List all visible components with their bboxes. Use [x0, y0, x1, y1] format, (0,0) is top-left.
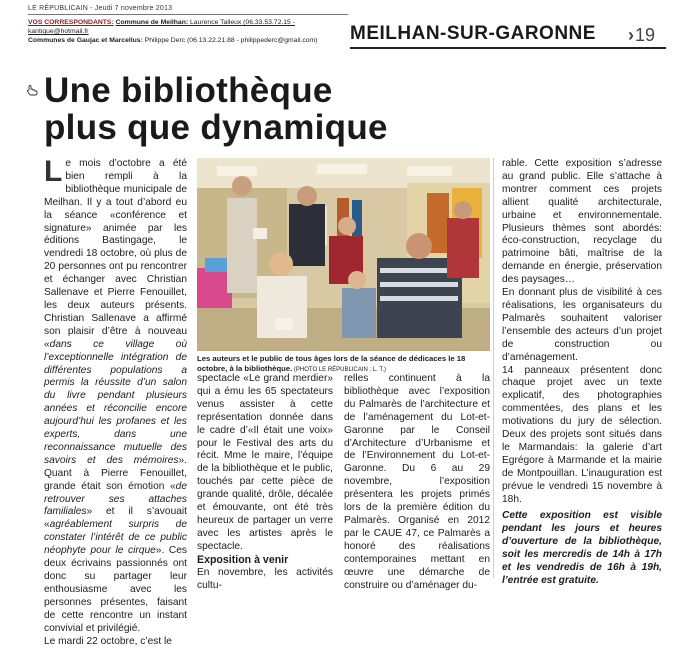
- drop-cap: L: [44, 155, 63, 188]
- col1-paragraph-2: Le mardi 22 octobre, c’est le: [44, 635, 172, 647]
- article-column-4: [502, 158, 662, 588]
- correspondents-block: [28, 18, 348, 45]
- chevron-right-icon: ›: [628, 25, 634, 45]
- correspondents-line-2: [28, 36, 348, 45]
- header-rule: [28, 14, 348, 15]
- column-divider: [493, 158, 494, 578]
- col4-paragraph-2: En donnant plus de visibilité à ces réalisations, les organisateurs du Palmarès souhaitent valoriser l’ensemble des acteurs d’un projet de construction ou d’aménagement.: [502, 287, 662, 363]
- exhibition-hours-note: Cette exposition est visible pendant les jours et heures d’ouverture de la bibliothèque, soit les mercredis de 14h à 17h et les vendredis de 16h à 19h, l’entrée est gratuite.: [502, 510, 662, 586]
- library-scene-photo: [197, 158, 490, 351]
- section-rule: [350, 47, 666, 49]
- contact-meilhan: Laurence Talleux (06.33.53.72.15 - kantique@hotmail.fr: [28, 19, 295, 35]
- pointing-hand-icon: [26, 84, 38, 96]
- col2-paragraph-1: spectacle «Le grand merdier» qui a ému les 65 spectateurs venus assister à cette représentation donnée dans le cadre d’«Il était une voix» pour le Festival des arts du récit. Mme le maire, l’équipe de la bibliothèque et le public, touchés par cette pièce de grande qualité, drôle, décalée et émouvante, ont été très heureux de partager un verre avec les artistes après le spectacle.: [197, 373, 333, 552]
- col1-text-c: » et il s’avouait «: [44, 506, 187, 531]
- section-town-title: MEILHAN-SUR-GARONNE: [350, 23, 596, 44]
- publication-date: LE RÉPUBLICAIN - Jeudi 7 novembre 2013: [28, 5, 173, 12]
- article-column-3: [344, 373, 490, 592]
- col3-paragraph-1: relles continuent à la bibliothèque avec l’exposition du Palmarès de l’architecture et de l’aménagement du Lot-et-Garonne par le Conseil d’Architecture d’Urbanisme et de l’Environnement du Lot-et-Garonne. Du 6 au 29 novembre, l’exposition présentera les projets primés lors de la première édition du Palmarès. Organisé en 2012 par le CAUE 47, ce Palmarès a honoré des réalisations contemporaines mettant en œuvre une démarche de construire ou d’aménager du-: [344, 373, 490, 591]
- contact-gaujac: Philippe Derc (06.13.22.21.88 - philippederc@gmail.com): [142, 37, 318, 44]
- article-headline: [44, 72, 464, 146]
- correspondents-line-1: [28, 18, 348, 36]
- headline-line-2: plus que dynamique: [44, 108, 388, 147]
- photo-caption-text: Les auteurs et le public de tous âges lors de la séance de dédicaces le 18 octobre, à la bibliothèque.: [197, 354, 466, 373]
- photo-credit: (PHOTO LE RÉPUBLICAIN : L. T.): [292, 367, 387, 373]
- commune-meilhan: Commune de Meilhan:: [115, 19, 189, 26]
- section-subheading: Exposition à venir: [197, 553, 289, 566]
- col1-paragraph-1: [44, 155, 187, 636]
- commune-gaujac: Communes de Gaujac et Marcellus:: [28, 37, 143, 44]
- col1-quote-3: agréablement surpris de constater l’intérêt de ce public néophyte pour le cirque: [44, 519, 187, 557]
- article-column-1: [44, 155, 187, 648]
- col4-paragraph-1: rable. Cette exposition s’adresse au grand public. Elle s’attache à montrer comment ces projets allient qualité architecturale, urbaine et environnementale. Plusieurs thèmes sont abordés: éco-construction, recyclage du patrimoine bâti, maîtrise de la demande en énergie, préservation des paysages…: [502, 158, 662, 286]
- article-photo: [197, 158, 490, 351]
- col2-paragraph-2: En novembre, les activités cultu-: [197, 566, 333, 591]
- col1-text-b: ». Quant à Pierre Fenouillet, grande était son émotion «: [44, 454, 187, 492]
- article-column-2: [197, 373, 333, 592]
- correspondents-label: VOS CORRESPONDANTS:: [28, 19, 114, 26]
- col1-text-a: e mois d’octobre a été bien rempli à la bibliothèque municipale de Meilhan. Il y a tout d’abord eu la séance «conférence et signature» animée par les éditions Bastingage, le vendredi 18 octobre, où plus de 20 personnes ont pu rencontrer et échanger avec Christian Sallenave et Pierre Fenouillet, les deux auteurs présents. Christian Sallenave a affirmé son plaisir d’être à nouveau «: [44, 158, 187, 350]
- page-number-value: 19: [635, 25, 656, 45]
- col4-paragraph-3: 14 panneaux présentent donc chaque projet avec un texte explicatif, des photographies commentées, des plans et les motivations du jury de sélection. Deux des projets sont situés dans le Marmandais: la galerie d’art Egrégore à Marmande et la mairie de Montpouillan. L’inauguration est prévue le vendredi 15 novembre à 18h.: [502, 364, 662, 505]
- photo-caption: [197, 354, 490, 375]
- col1-text-d: ». Ces deux écrivains passionnés ont donc su partager leur enthousiasme avec les personnes présentes, faisant de cette rencontre un instant convivial et privilégié.: [44, 545, 187, 634]
- col1-quote-2: de retrouver ses attaches familiales: [44, 480, 187, 518]
- col1-quote-1: dans ce village où l’exceptionnelle intégration de différentes populations a permis la réussite d’un salon du livre pendant plusieurs années et réconcilie encore aujourd’hui les profanes et les experts, dans une reconnaissance mutuelle des savoirs et des mémoires: [44, 338, 187, 466]
- page-number: [628, 25, 655, 46]
- headline-line-1: Une bibliothèque: [44, 71, 333, 110]
